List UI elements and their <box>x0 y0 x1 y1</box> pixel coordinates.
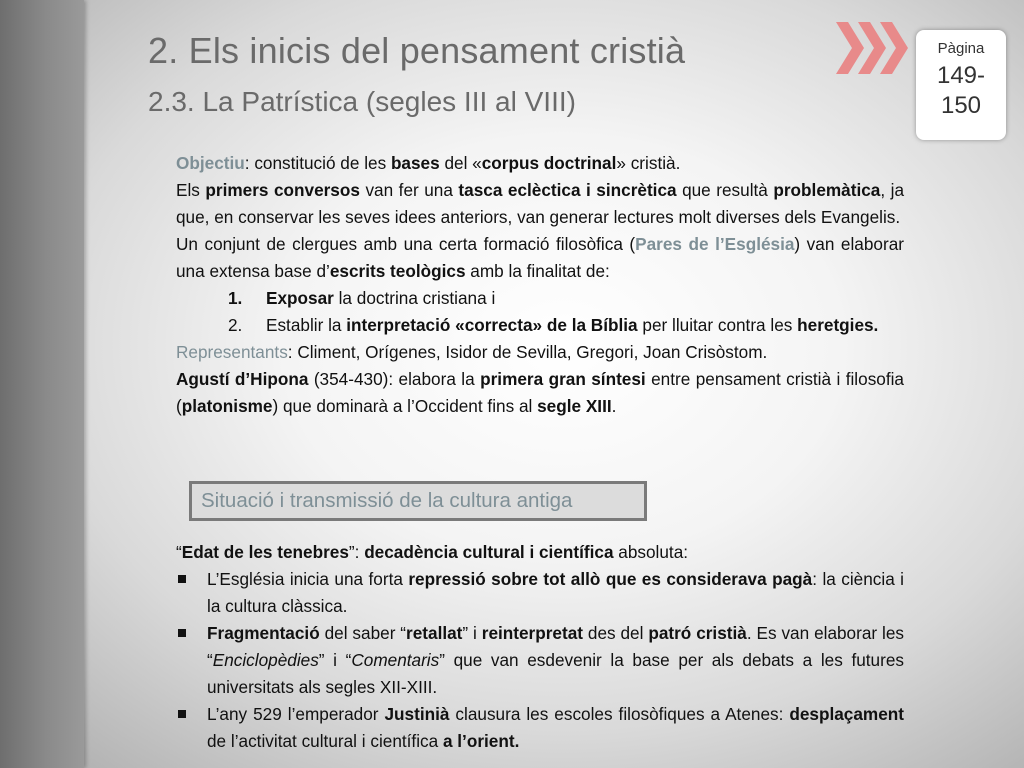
text: per lluitar contra les <box>637 315 798 335</box>
square-bullet-icon <box>178 710 186 718</box>
text-bold: reinterpretat <box>481 623 583 643</box>
dark-ages-intro <box>176 539 904 566</box>
text: L’Església inicia una forta <box>207 569 409 589</box>
objectives-list <box>176 285 904 339</box>
text: del « <box>439 153 482 173</box>
text: ” i “ <box>318 650 352 670</box>
text-bold: desplaçament <box>789 704 904 724</box>
text: de l’activitat cultural i científica <box>207 731 443 751</box>
list-item <box>176 701 904 755</box>
text: ”: <box>348 542 365 562</box>
text: . Es van elaborar les “ <box>207 623 904 670</box>
augustine-paragraph <box>176 366 904 420</box>
text: amb la finalitat de: <box>465 261 610 281</box>
text-bold: Edat de les tenebres <box>181 542 349 562</box>
dark-ages-content <box>176 539 904 755</box>
text-bold: retallat <box>406 623 463 643</box>
text-bold: patró cristià <box>648 623 747 643</box>
text-bold: platonisme <box>181 396 273 416</box>
list-item <box>176 566 904 620</box>
text-bold: Justinià <box>384 704 450 724</box>
text-bold: a l’orient. <box>442 731 520 751</box>
text: L’any 529 l’emperador <box>207 704 385 724</box>
text: ) que dominarà a l’Occident fins al <box>272 396 538 416</box>
text: que resultà <box>676 180 774 200</box>
page-label: Pàgina <box>937 40 985 57</box>
text-bold: interpretació «correcta» de la Bíblia <box>346 315 638 335</box>
text-bold: escrits teològics <box>329 261 466 281</box>
text-bold: bases <box>390 153 440 173</box>
text: Els <box>176 180 206 200</box>
text: ) van elaborar una extensa base d’ <box>176 234 904 281</box>
text-bold: Fragmentació <box>207 623 320 643</box>
text-bold: segle XIII <box>537 396 612 416</box>
text-bold: problemàtica <box>773 180 881 200</box>
text-bold: primers conversos <box>205 180 360 200</box>
dark-ages-bullets <box>176 566 904 755</box>
text: (354-430): elabora la <box>308 369 481 389</box>
list-item <box>176 620 904 701</box>
text-italic: Comentaris <box>351 650 440 670</box>
representatives-label: Representants <box>176 342 288 362</box>
text: : constitució de les <box>244 153 391 173</box>
patristica-content <box>176 150 904 420</box>
representatives-paragraph <box>176 339 904 366</box>
list-number: 2. <box>228 315 243 335</box>
left-decorative-bar <box>0 0 84 768</box>
text: van fer una <box>359 180 459 200</box>
text: . <box>611 396 617 416</box>
text: “ <box>176 542 182 562</box>
section-heading-box: Situació i transmissió de la cultura antiga <box>189 481 647 521</box>
slide-subtitle: 2.3. La Patrística (segles III al VIII) <box>148 86 576 117</box>
list-item <box>176 312 904 339</box>
text: ” i <box>462 623 482 643</box>
text-bold: tasca eclèctica i sincrètica <box>458 180 677 200</box>
church-fathers-term: Pares de l’Església <box>635 234 795 254</box>
converts-paragraph <box>176 177 904 231</box>
objective-paragraph <box>176 150 904 177</box>
church-fathers-paragraph <box>176 231 904 285</box>
page-reference-badge <box>916 30 1006 140</box>
text-bold: corpus doctrinal <box>481 153 617 173</box>
chevrons-icon <box>836 22 912 74</box>
objective-label: Objectiu <box>176 153 245 173</box>
page-number: 149-150 <box>936 62 986 119</box>
text: » cristià. <box>616 153 681 173</box>
text: absoluta: <box>613 542 689 562</box>
text: , ja que, en conservar les seves idees anteriors, van generar lectures molt diverses dels Evangelis. <box>176 180 905 227</box>
text: la doctrina cristiana i <box>333 288 496 308</box>
list-item <box>176 285 904 312</box>
text: Establir la <box>266 315 347 335</box>
text-bold: primera gran síntesi <box>480 369 646 389</box>
text: : la ciència i la cultura clàssica. <box>207 569 904 616</box>
text: : Climent, Orígenes, Isidor de Sevilla, Gregori, Joan Crisòstom. <box>287 342 768 362</box>
text: Un conjunt de clergues amb una certa formació filosòfica ( <box>176 234 636 254</box>
square-bullet-icon <box>178 629 186 637</box>
slide-title: 2. Els inicis del pensament cristià <box>148 30 686 71</box>
text-italic: Enciclopèdies <box>212 650 319 670</box>
text: del saber “ <box>319 623 407 643</box>
text-bold: Agustí d’Hipona <box>176 369 309 389</box>
text-bold: decadència cultural i científica <box>364 542 614 562</box>
text-bold: repressió sobre tot allò que es considerava pagà <box>408 569 813 589</box>
square-bullet-icon <box>178 575 186 583</box>
text: des del <box>583 623 649 643</box>
text: clausura les escoles filosòfiques a Atenes: <box>449 704 790 724</box>
text: entre pensament cristià i filosofia ( <box>176 369 904 416</box>
list-number: 1. <box>228 288 243 308</box>
text-bold: heretgies. <box>797 315 879 335</box>
text-bold: Exposar <box>266 288 334 308</box>
text: ” que van esdevenir la base per als debats a les futures universitats als segles XII-XIII. <box>207 650 904 697</box>
